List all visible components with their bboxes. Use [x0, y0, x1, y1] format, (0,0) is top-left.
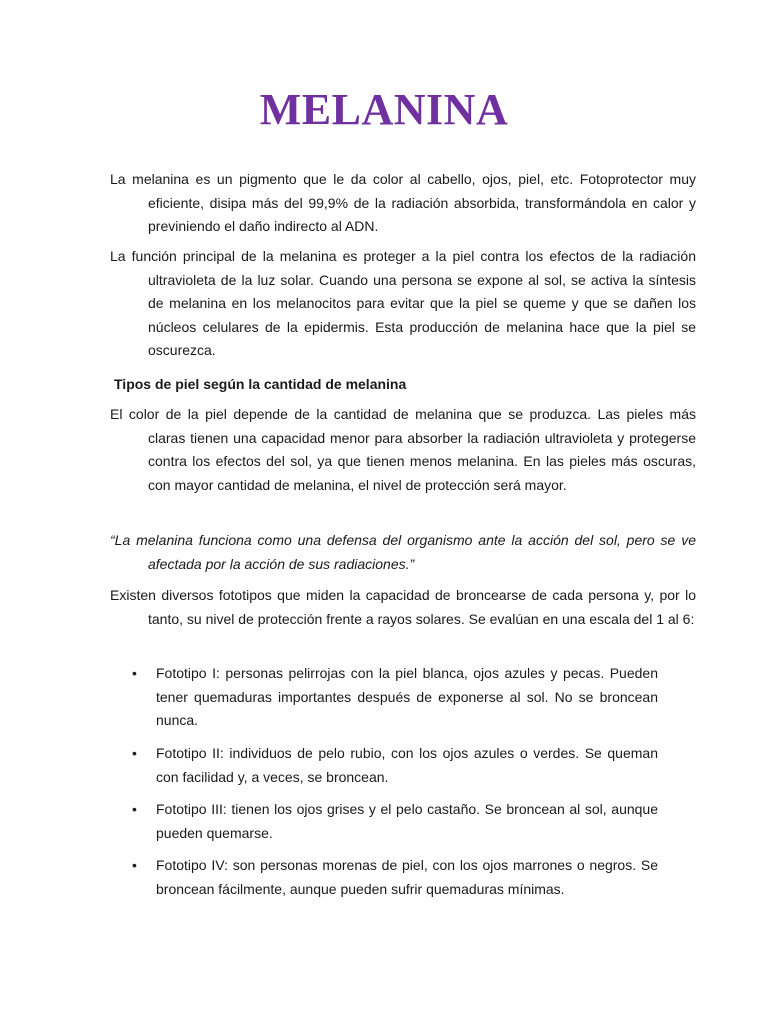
bullet-icon: •	[132, 857, 137, 873]
section-heading: Tipos de piel según la cantidad de melanina	[114, 376, 407, 392]
bullet-icon: •	[132, 665, 137, 681]
list-item-text: Fototipo I: personas pelirrojas con la piel blanca, ojos azules y pecas. Pueden tener quemaduras importantes después de exponerse al sol. No se broncean nunca.	[156, 665, 658, 728]
list-item-text: Fototipo IV: son personas morenas de piel, con los ojos marrones o negros. Se broncean fácilmente, aunque pueden sufrir quemaduras mínimas.	[156, 857, 658, 897]
bullet-icon: •	[132, 801, 137, 817]
quote-paragraph: “La melanina funciona como una defensa del organismo ante la acción del sol, pero se ve afectada por la acción de sus radiaciones.”	[110, 532, 696, 572]
list-item	[132, 798, 658, 845]
paragraph-skin-color: El color de la piel depende de la cantidad de melanina que se produzca. Las pieles más claras tienen una capacidad menor para absorber la radiación ultravioleta y protegerse contra los efectos del sol, ya que tienen menos melanina. En las pieles más oscuras, con mayor cantidad de melanina, el nivel de protección será mayor.	[110, 406, 696, 493]
list-item	[132, 854, 658, 901]
paragraph-function: La función principal de la melanina es proteger a la piel contra los efectos de la radiación ultravioleta de la luz solar. Cuando una persona se expone al sol, se activa la síntesis de melanina en los melanocitos para evitar que la piel se queme y que se dañen los núcleos celulares de la epidermis. Esta producción de melanina hace que la piel se oscurezca.	[110, 248, 696, 358]
list-item-text: Fototipo II: individuos de pelo rubio, con los ojos azules o verdes. Se queman con facilidad y, a veces, se broncean.	[156, 745, 658, 785]
page-title: MELANINA	[259, 85, 509, 134]
bullet-icon: •	[132, 745, 137, 761]
paragraph-intro: La melanina es un pigmento que le da color al cabello, ojos, piel, etc. Fotoprotector muy eficiente, disipa más del 99,9% de la radiación absorbida, transformándola en calor y previniendo el daño indirecto al ADN.	[110, 171, 696, 234]
list-item	[132, 742, 658, 789]
paragraph-phototypes: Existen diversos fototipos que miden la capacidad de broncearse de cada persona y, por lo tanto, su nivel de protección frente a rayos solares. Se evalúan en una escala del 1 al 6:	[110, 587, 696, 627]
list-item-text: Fototipo III: tienen los ojos grises y el pelo castaño. Se broncean al sol, aunque pueden quemarse.	[156, 801, 658, 841]
list-item	[132, 662, 658, 733]
